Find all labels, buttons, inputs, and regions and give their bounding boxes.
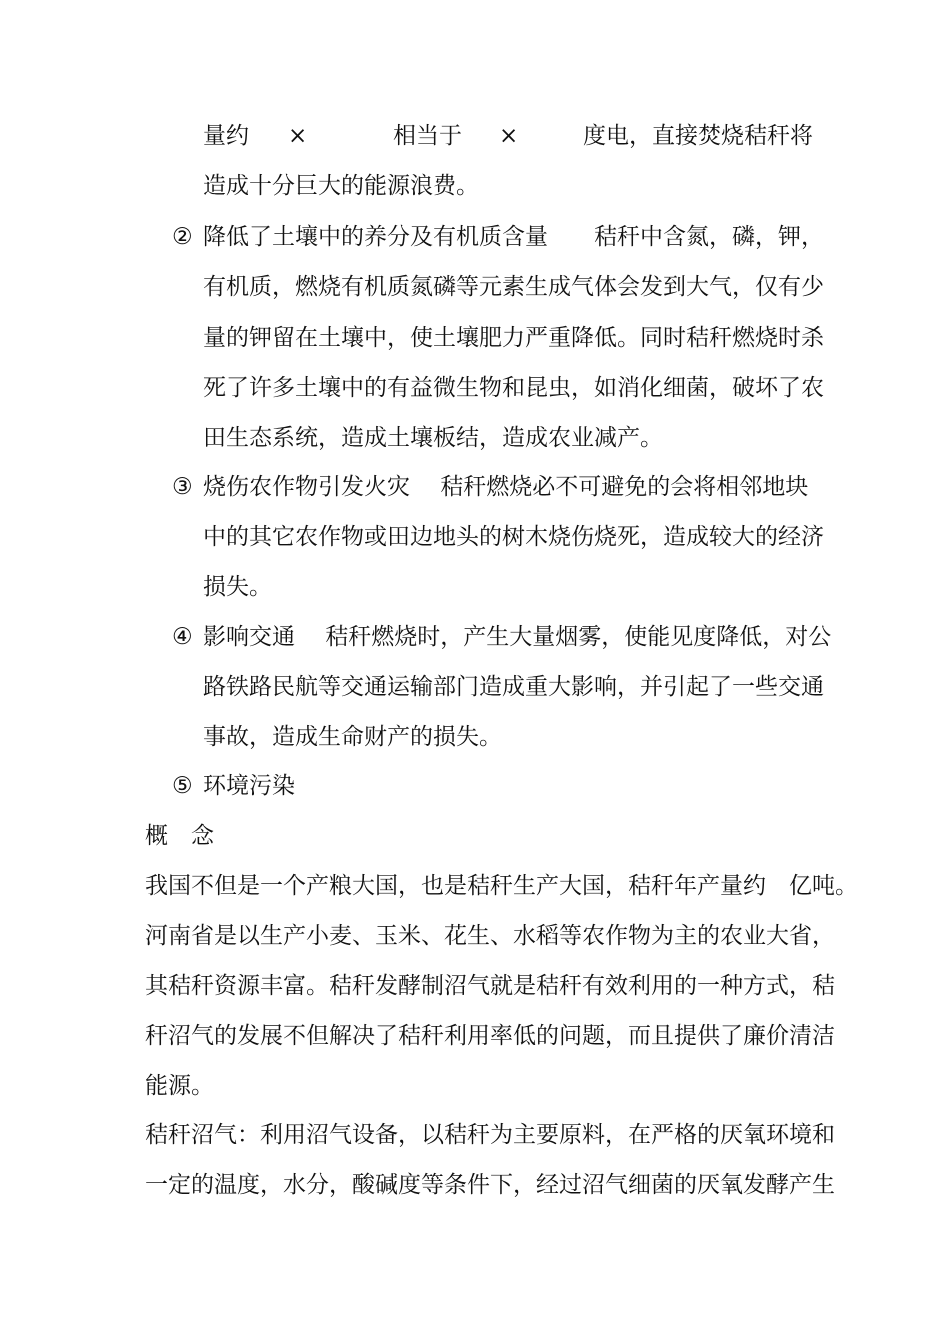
text-line: 路铁路民航等交通运输部门造成重大影响，并引起了一些交通: [203, 674, 824, 700]
text-line: 有机质，燃烧有机质氮磷等元素生成气体会发到大气，仅有少: [203, 274, 824, 300]
text-line: 秸秆沼气：利用沼气设备，以秸秆为主要原料，在严格的厌氧环境和: [145, 1122, 835, 1148]
text-line: 造成十分巨大的能源浪费。: [203, 173, 479, 199]
text-segment: 相当于: [393, 123, 462, 149]
text-line: 量的钾留在土壤中，使土壤肥力严重降低。同时秸秆燃烧时杀: [203, 325, 824, 351]
text-line: 秆沼气的发展不但解决了秸秆利用率低的问题，而且提供了廉价清洁: [145, 1023, 835, 1049]
item-marker: ⑤: [172, 773, 193, 799]
text-line: 其秸秆资源丰富。秸秆发酵制沼气就是秸秆有效利用的一种方式，秸: [145, 973, 835, 999]
item-marker: ④: [172, 624, 193, 650]
text-line: 降低了土壤中的养分及有机质含量 秸秆中含氮，磷，钾，: [203, 224, 824, 250]
text-line: 烧伤农作物引发火灾 秸秆燃烧必不可避免的会将相邻地块: [203, 474, 809, 500]
text-line: 事故，造成生命财产的损失。: [203, 724, 502, 750]
text-line: 一定的温度，水分，酸碱度等条件下，经过沼气细菌的厌氧发酵产生: [145, 1172, 835, 1198]
text-line: 中的其它农作物或田边地头的树木烧伤烧死，造成较大的经济: [203, 524, 824, 550]
times-symbol: ×: [288, 123, 308, 149]
item-marker: ②: [172, 224, 193, 250]
text-line: 田生态系统，造成土壤板结，造成农业减产。: [203, 425, 663, 451]
item-marker: ③: [172, 474, 193, 500]
text-segment: 量约: [203, 123, 249, 149]
text-line: 河南省是以生产小麦、玉米、花生、水稻等农作物为主的农业大省，: [145, 923, 835, 949]
text-segment: 度电，直接焚烧秸秆将: [583, 123, 813, 149]
text-line: 影响交通 秸秆燃烧时，产生大量烟雾，使能见度降低，对公: [203, 624, 832, 650]
text-line: 我国不但是一个产粮大国，也是秸秆生产大国，秸秆年产量约 亿吨。: [145, 873, 858, 899]
text-line: 能源。: [145, 1073, 214, 1099]
times-symbol: ×: [499, 123, 519, 149]
section-heading: 概 念: [145, 823, 214, 849]
text-line: 死了许多土壤中的有益微生物和昆虫，如消化细菌，破坏了农: [203, 375, 824, 401]
text-line: 环境污染: [203, 773, 295, 799]
text-line: 损失。: [203, 574, 272, 600]
